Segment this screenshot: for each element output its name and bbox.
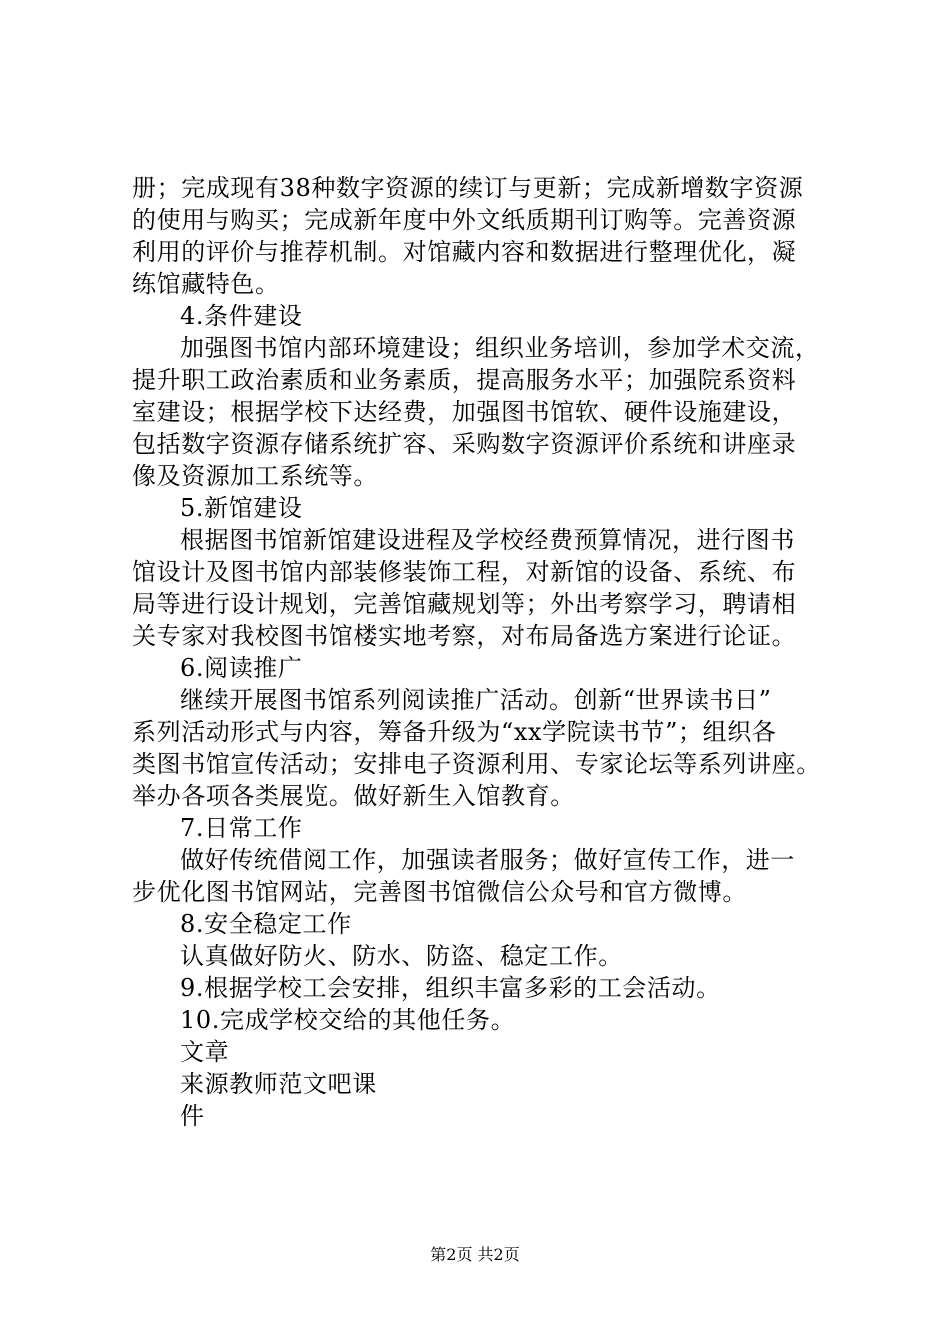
text-line: 局等进行设计规划，完善馆藏规划等；外出考察学习，聘请相 xyxy=(132,590,797,618)
text-line: 文章 xyxy=(180,1038,230,1066)
text-line: 练馆藏特色。 xyxy=(132,270,280,298)
text-line: 9.根据学校工会安排，组织丰富多彩的工会活动。 xyxy=(180,974,721,1002)
text-line: 加强图书馆内部环境建设；组织业务培训，参加学术交流， xyxy=(180,334,820,362)
text-line: 做好传统借阅工作，加强读者服务；做好宣传工作，进一 xyxy=(180,846,795,874)
text-line: 件 xyxy=(180,1102,205,1130)
text-line: 步优化图书馆网站，完善图书馆微信公众号和官方微博。 xyxy=(132,878,747,906)
text-line: 提升职工政治素质和业务素质，提高服务水平；加强院系资料 xyxy=(132,366,797,394)
page-footer: 第2页 共2页 xyxy=(430,1245,520,1264)
text-line: 馆设计及图书馆内部装修装饰工程，对新馆的设备、系统、布 xyxy=(132,558,797,586)
text-line: 类图书馆宣传活动；安排电子资源利用、专家论坛等系列讲座。 xyxy=(132,750,821,778)
text-line: 利用的评价与推荐机制。对馆藏内容和数据进行整理优化，凝 xyxy=(132,238,797,266)
text-line: 5.新馆建设 xyxy=(180,494,303,522)
text-line: 8.安全稳定工作 xyxy=(180,910,352,938)
text-line: 举办各项各类展览。做好新生入馆教育。 xyxy=(132,782,575,810)
text-line: 册；完成现有38种数字资源的续订与更新；完成新增数字资源 xyxy=(132,174,804,202)
text-line: 继续开展图书馆系列阅读推广活动。创新“世界读书日” xyxy=(180,686,772,714)
text-line: 6.阅读推广 xyxy=(180,654,303,682)
text-line: 4.条件建设 xyxy=(180,302,303,330)
text-line: 根据图书馆新馆建设进程及学校经费预算情况，进行图书 xyxy=(180,526,795,554)
text-line: 来源教师范文吧课 xyxy=(180,1070,377,1098)
text-line: 10.完成学校交给的其他任务。 xyxy=(180,1006,516,1034)
text-line: 关专家对我校图书馆楼实地考察，对布局备选方案进行论证。 xyxy=(132,622,797,650)
text-line: 7.日常工作 xyxy=(180,814,303,842)
text-line: 室建设；根据学校下达经费，加强图书馆软、硬件设施建设， xyxy=(132,398,797,426)
text-line: 系列活动形式与内容，筹备升级为“xx学院读书节”；组织各 xyxy=(132,718,777,746)
text-line: 包括数字资源存储系统扩容、采购数字资源评价系统和讲座录 xyxy=(132,430,797,458)
text-line: 的使用与购买；完成新年度中外文纸质期刊订购等。完善资源 xyxy=(132,206,797,234)
text-line: 认真做好防火、防水、防盗、稳定工作。 xyxy=(180,942,623,970)
document-body xyxy=(132,172,832,1132)
text-line: 像及资源加工系统等。 xyxy=(132,462,378,490)
